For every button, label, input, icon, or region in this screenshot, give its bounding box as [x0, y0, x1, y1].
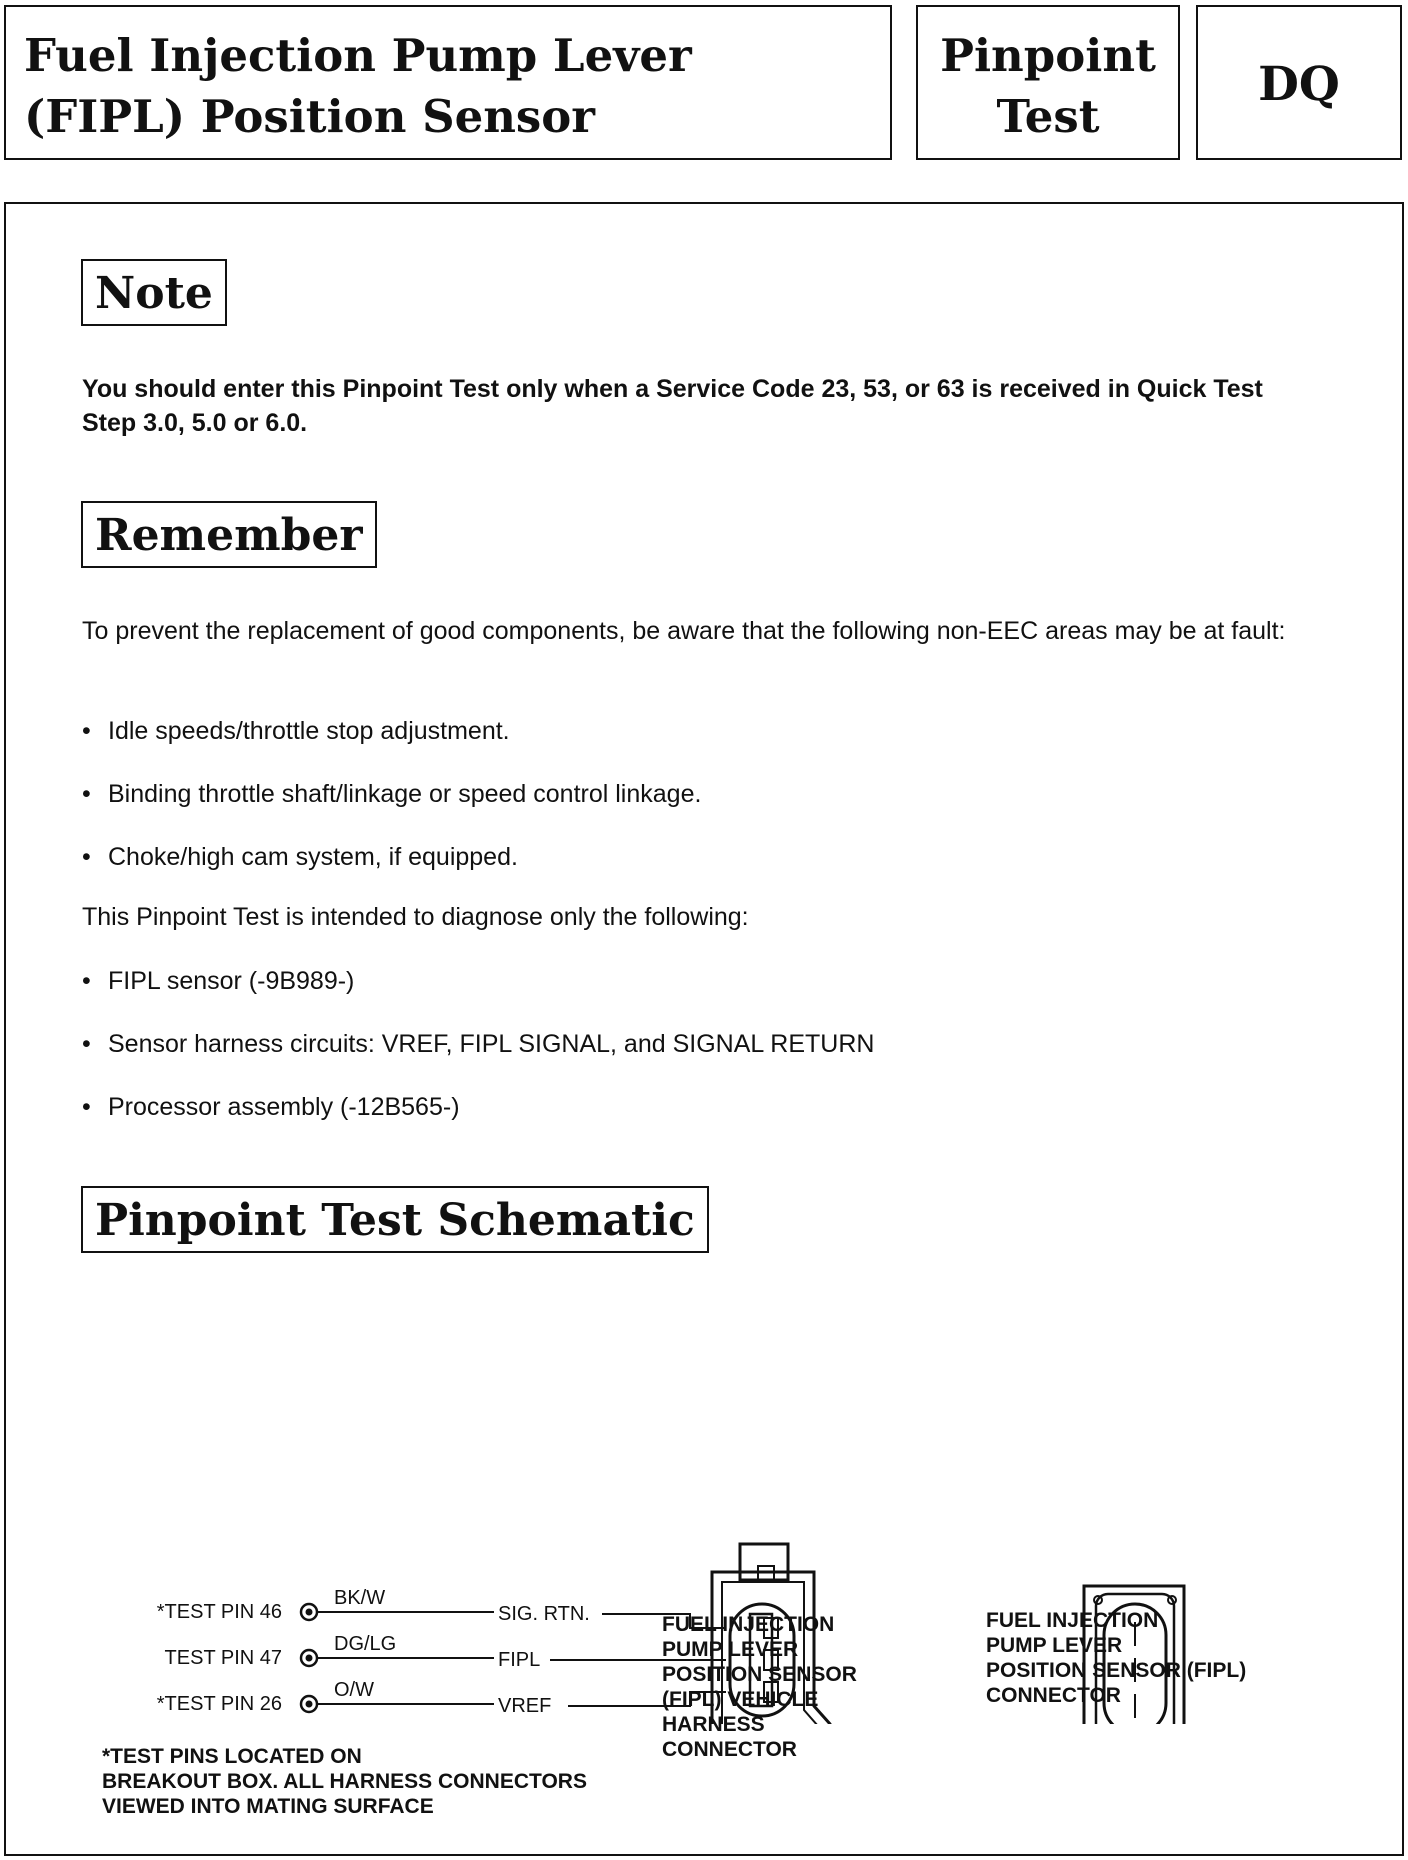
bullet-item: • Processor assembly (-12B565-): [82, 1090, 460, 1124]
signal-sig-rtn: SIG. RTN.: [498, 1603, 590, 1625]
pinpoint-line-2: Test: [996, 90, 1100, 143]
page-title: [4, 5, 892, 160]
bullet-item: • Idle speeds/throttle stop adjustment.: [82, 714, 510, 748]
note-text: You should enter this Pinpoint Test only when a Service Code 23, 53, or 63 is received in Quick Test Step 3.0, 5.0 or 6.0.: [82, 375, 1263, 437]
diagnose-intro: This Pinpoint Test is intended to diagnose only the following:: [82, 903, 749, 931]
remember-heading: Remember: [81, 501, 377, 568]
signal-fipl: FIPL: [498, 1649, 541, 1671]
test-pin-46-label: *TEST PIN 46: [156, 1601, 282, 1623]
test-pin-47-label: TEST PIN 47: [164, 1647, 282, 1669]
title-line-1: Fuel Injection Pump Lever: [24, 29, 692, 82]
wire-color-dglg: DG/LG: [334, 1633, 397, 1655]
pinpoint-line-1: Pinpoint: [940, 29, 1156, 82]
main-panel: [4, 202, 1404, 1856]
wire-color-ow: O/W: [334, 1679, 374, 1701]
test-code: DQ: [1196, 5, 1402, 160]
test-pin-26-label: *TEST PIN 26: [156, 1693, 282, 1715]
sensor-connector-caption: FUEL INJECTION PUMP LEVER POSITION SENSOR (FIPL) CONNECTOR: [986, 1609, 1247, 1707]
bullet-item: • Choke/high cam system, if equipped.: [82, 840, 518, 874]
signal-vref: VREF: [498, 1695, 552, 1717]
harness-connector-caption: FUEL INJECTION PUMP LEVER POSITION SENSOR (FIPL) VEHICLE HARNESS CONNECTOR: [662, 1613, 857, 1761]
title-line-2: (FIPL) Position Sensor: [24, 90, 595, 143]
schematic-heading: Pinpoint Test Schematic: [81, 1186, 709, 1253]
pinpoint-test-label: [916, 5, 1180, 160]
remember-text: To prevent the replacement of good components, be aware that the following non-EEC areas may be at fault:: [82, 617, 1286, 645]
bullet-item: • Sensor harness circuits: VREF, FIPL SIGNAL, and SIGNAL RETURN: [82, 1027, 874, 1061]
note-heading: Note: [81, 259, 227, 326]
bullet-item: • FIPL sensor (-9B989-): [82, 964, 354, 998]
bullet-item: • Binding throttle shaft/linkage or speed control linkage.: [82, 777, 701, 811]
wire-color-bkw: BK/W: [334, 1587, 386, 1609]
schematic-footnote: *TEST PINS LOCATED ON BREAKOUT BOX. ALL HARNESS CONNECTORS VIEWED INTO MATING SURFACE: [102, 1745, 587, 1818]
